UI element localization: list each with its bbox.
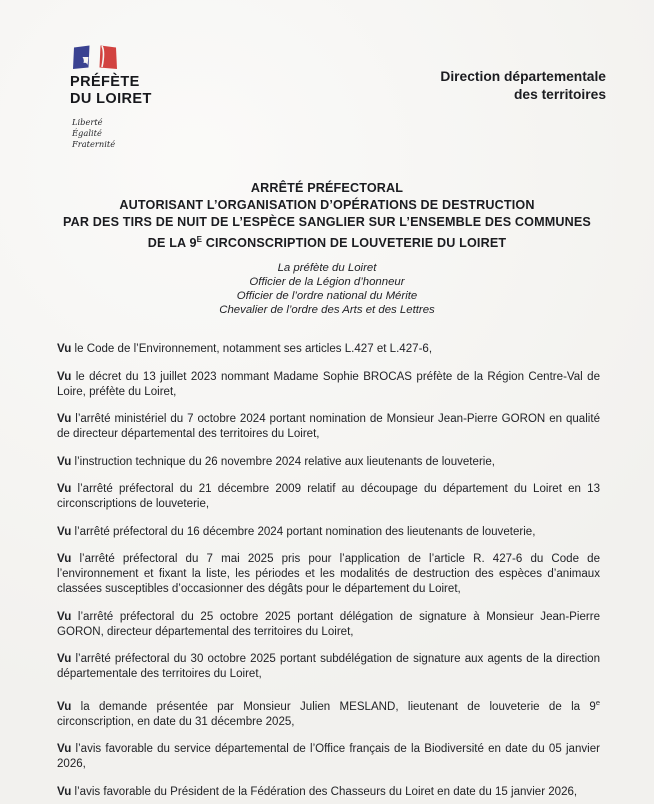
ordinal-superscript: E <box>196 235 203 244</box>
motto-fraternite: Fraternité <box>72 139 116 149</box>
decree-title-line4: DE LA $9^E$ CIRCONSCRIPTION DE LOUVETERIE DU LOIRET <box>147 235 507 251</box>
prefecture-name <box>70 74 220 108</box>
prefecture-name-line1: PRÉFÈTE <box>70 74 140 90</box>
vu-keyword: Vu <box>57 785 72 798</box>
motto-egalite: Égalité <box>72 128 102 138</box>
vu-keyword: Vu <box>57 370 72 383</box>
prefecture-block <box>70 44 220 150</box>
vu-keyword: Vu <box>57 653 72 666</box>
recital-paragraph: Vu la demande présentée par Monsieur Julien MESLAND, lieutenant de louveterie de la 9e circonscription, en date du 31 décembre 2025, <box>57 697 600 728</box>
recital-paragraph: Vu le décret du 13 juillet 2023 nommant Madame Sophie BROCAS préfète de la Région Centre-Val de Loire, préfète du Loiret, <box>57 370 600 398</box>
document-header <box>0 0 654 150</box>
directorate-line1: Direction départementale <box>440 69 606 84</box>
recital-paragraph: Vu l’arrêté préfectoral du 16 décembre 2024 portant nomination des lieutenants de louveterie, <box>57 525 536 538</box>
vu-keyword: Vu <box>57 413 72 426</box>
issuing-directorate <box>440 68 606 103</box>
ordinal-superscript: e <box>595 697 600 707</box>
recital-paragraph: Vu l’arrêté ministériel du 7 octobre 2024 portant nomination de Monsieur Jean-Pierre GORON en qualité de directeur départemental des territoires du Loiret, <box>57 413 600 441</box>
recital-paragraph: Vu le Code de l’Environnement, notamment ses articles L.427 et L.427-6, <box>57 343 433 356</box>
vu-keyword: Vu <box>57 483 72 496</box>
vu-keyword: Vu <box>57 743 72 756</box>
recital-paragraph: Vu l’arrêté préfectoral du 30 octobre 2025 portant subdélégation de signature aux agents de la direction départementale des territoires du Loiret, <box>57 653 600 681</box>
authority-line4: Chevalier de l’ordre des Arts et des Lettres <box>219 304 435 317</box>
vu-keyword: Vu <box>57 343 72 356</box>
vu-keyword: Vu <box>57 700 72 713</box>
signing-authority-titles <box>0 261 654 317</box>
recital-paragraph: Vu l’arrêté préfectoral du 21 décembre 2009 relatif au découpage du département du Loiret en 13 circonscriptions de louveterie, <box>57 483 600 511</box>
decree-title-line2: AUTORISANT L’ORGANISATION D’OPÉRATIONS DE DESTRUCTION <box>119 198 535 212</box>
vu-keyword: Vu <box>57 553 72 566</box>
authority-line2: Officier de la Légion d’honneur <box>249 276 405 289</box>
french-flag-logo-icon <box>72 44 118 71</box>
vu-keyword: Vu <box>57 610 72 623</box>
recital-paragraph: Vu l’avis favorable du Président de la Fédération des Chasseurs du Loiret en date du 15 janvier 2026, <box>57 785 578 798</box>
prefecture-name-line2: DU LOIRET <box>70 91 152 107</box>
directorate-line2: des territoires <box>513 86 606 102</box>
decree-title <box>0 180 654 252</box>
recital-paragraph: Vu l’instruction technique du 26 novembre 2024 relative aux lieutenants de louveterie, <box>57 455 495 468</box>
decree-title-line3: PAR DES TIRS DE NUIT DE L’ESPÈCE SANGLIER SUR L’ENSEMBLE DES COMMUNES <box>63 215 591 229</box>
vu-keyword: Vu <box>57 455 72 468</box>
recital-paragraph: Vu l’arrêté préfectoral du 7 mai 2025 pris pour l’application de l’article R. 427-6 du Code de l’environnement et fixant la liste, les périodes et les modalités de destruction des espèces d’animaux classées susceptibles d’occasionner des dégâts pour le département du Loiret, <box>57 553 600 596</box>
recital-paragraph: Vu l’avis favorable du service départemental de l’Office français de la Biodiversité en date du 05 janvier 2026, <box>57 743 600 771</box>
recital-paragraph: Vu l’arrêté préfectoral du 25 octobre 2025 portant délégation de signature à Monsieur Jean-Pierre GORON, directeur départemental des territoires du Loiret, <box>57 610 600 638</box>
authority-line1: La préfète du Loiret <box>277 262 377 275</box>
recitals-section <box>57 342 600 799</box>
decree-title-line1: ARRÊTÉ PRÉFECTORAL <box>250 181 404 195</box>
motto-liberte: Liberté <box>72 117 103 127</box>
authority-line3: Officier de l’ordre national du Mérite <box>236 290 418 303</box>
republic-motto <box>72 117 220 150</box>
vu-keyword: Vu <box>57 525 72 538</box>
